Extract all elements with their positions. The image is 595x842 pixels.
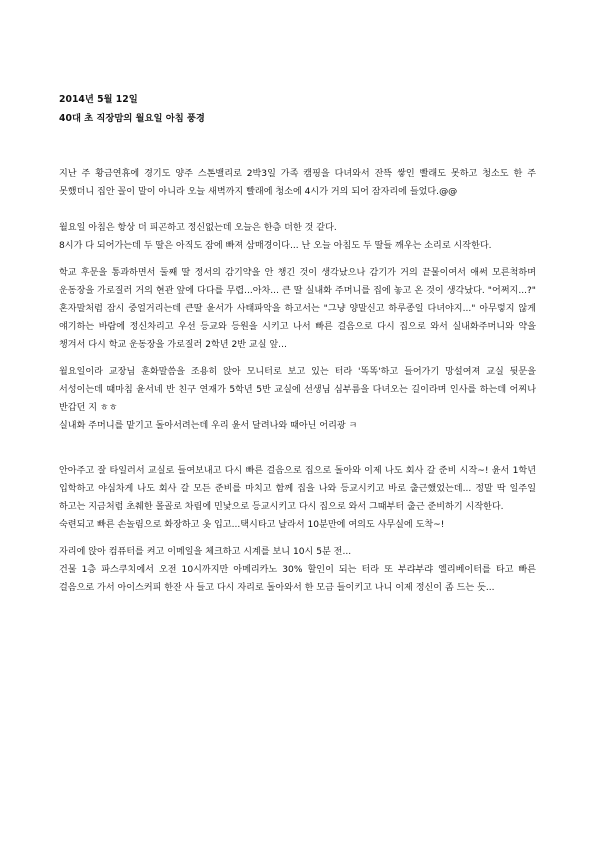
paragraph-1: 지난 주 황금연휴에 경기도 양주 스톤밸리로 2박3일 가족 캠핑을 다녀와서 잔뜩 쌓인 빨래도 못하고 청소도 한 주 못했더니 집안 꼴이 말이 아니라 오늘 새벽까지 빨래에 청소에 4시가 거의 되어 잠자리에 들었다.@@ (59, 169, 536, 197)
paragraph-9: 자리에 앉아 컴퓨터를 켜고 이메일을 체크하고 시계를 보니 10시 5분 전... (59, 547, 352, 557)
document-date: 2014년 5월 12일 (59, 94, 138, 105)
paragraph-5: 월요일이라 교장님 훈화말씀을 조용히 앉아 모니터로 보고 있는 터라 '똑똑'하고 들어가기 망설여져 교실 뒷문을 서성이는데 때마침 윤서네 반 친구 연재가 5학년 5반 교실에 선생님 심부름을 다녀오는 길이라며 인사를 하는데 어찌나 반갑던 지 ㅎㅎ (59, 367, 536, 413)
paragraph-2: 월요일 아침은 항상 더 피곤하고 정신없는데 오늘은 한층 더한 것 같다. (59, 223, 337, 233)
paragraph-10: 건물 1층 파스쿠치에서 오전 10시까지만 아메리카노 30% 할인이 되는 터라 또 부랴부랴 엘리베이터를 타고 빠른 걸음으로 가서 아이스커피 한잔 사 들고 다시 자리로 돌아와서 한 모금 들이키고 나니 이제 정신이 좀 드는 듯... (59, 565, 536, 593)
document-header (59, 90, 539, 128)
document-body (59, 165, 536, 597)
paragraph-7: 안아주고 잘 타일러서 교실로 들여보내고 다시 빠른 걸음으로 집으로 돌아와 이제 나도 회사 갈 준비 시작~! 윤서 1학년 입학하고 야심차게 나도 회사 갈 모든 준비를 마치고 함께 집을 나와 등교시키고 바로 출근했었는데... 정말 딱 일주일 하고는 지금처럼 초췌한 몰골로 차림에 민낯으로 등교시키고 다시 집으로 와서 그때부터 출근 준비하기 시작한다. (59, 466, 536, 512)
document-title: 40대 초 직장맘의 월요일 아침 풍경 (59, 113, 205, 124)
paragraph-4: 학교 후문을 통과하면서 둘째 딸 정서의 감기약을 안 챙긴 것이 생각났으나 감기가 거의 끝물이여서 애써 모른척하며 운동장을 가로질러 거의 현관 앞에 다다를 무렵...아차... 큰 딸 실내화 주머니를 집에 놓고 온 것이 생각났다. "어쩌지...?" 혼자말처럼 잠시 중얼거리는데 큰딸 윤서가 사태파악을 하고서는 "그냥 양말신고 하루종일 다녀야지..." 아무렇지 않게 얘기하는 바람에 정신차리고 우선 등교와 등원을 시키고 나서 빠른 걸음으로 다시 집으로 와서 실내화주머니와 약을 챙겨서 다시 학교 운동장을 가로질러 2학년 2반 교실 앞... (59, 268, 536, 350)
paragraph-3: 8시가 다 되어가는데 두 딸은 아직도 잠에 빠져 삼매경이다... 난 오늘 아침도 두 딸들 깨우는 소리로 시작한다. (59, 241, 492, 251)
paragraph-6: 실내화 주머니를 맡기고 돌아서려는데 우리 윤서 달려나와 때아닌 어리광 ㅋ (59, 421, 358, 431)
paragraph-8: 숙련되고 빠른 손놀림으로 화장하고 옷 입고...택시타고 날라서 10분만에 여의도 사무실에 도착~! (59, 520, 445, 530)
